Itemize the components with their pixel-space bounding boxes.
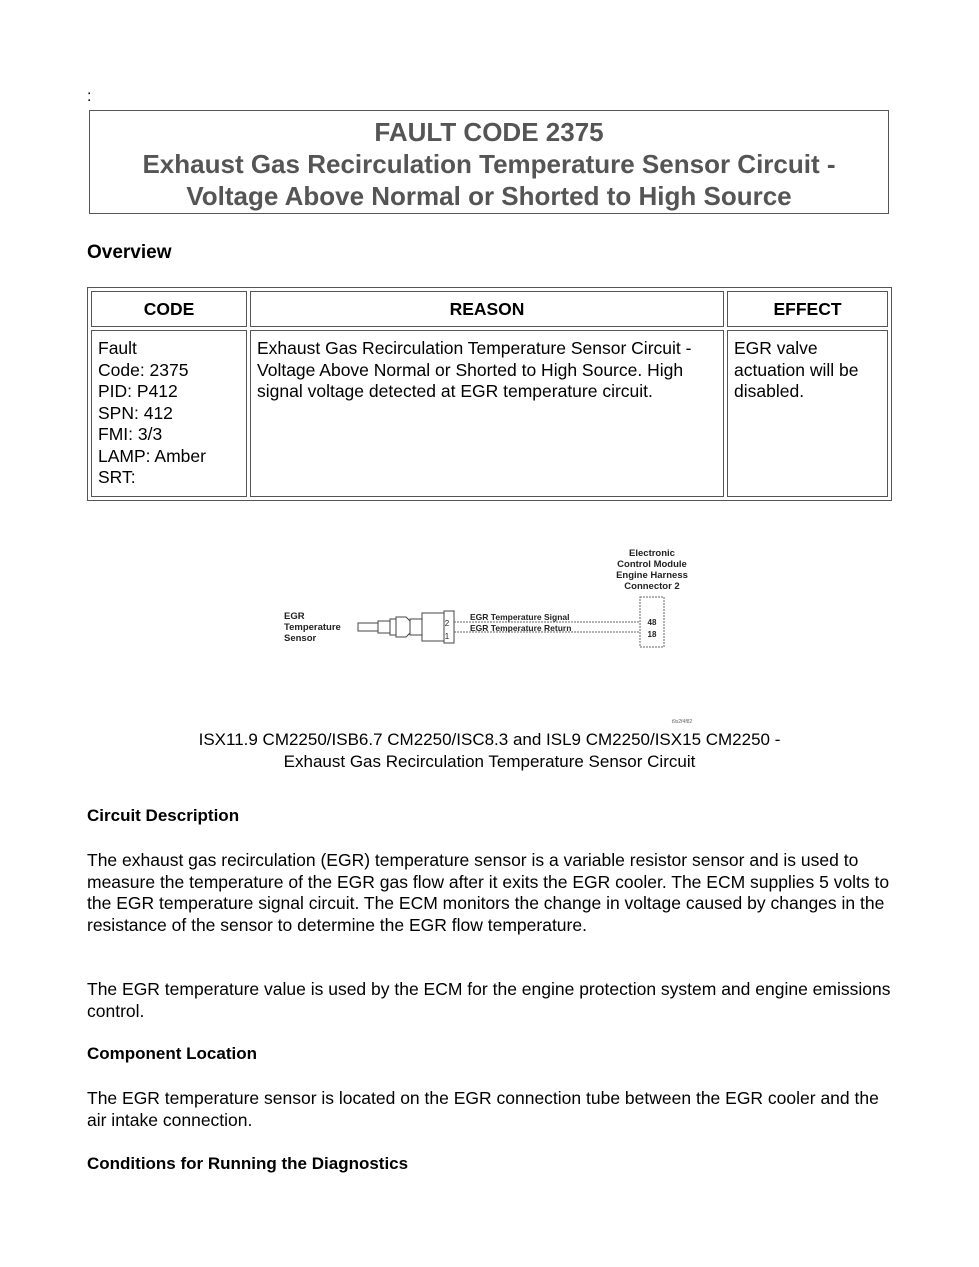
header-code: CODE bbox=[91, 291, 247, 327]
ecm-pin-label: 18 bbox=[647, 630, 657, 639]
circuit-diagram bbox=[280, 545, 700, 730]
sensor-label-line: Temperature bbox=[284, 622, 341, 633]
ecm-label-line: Connector 2 bbox=[624, 581, 680, 592]
code-line: Fault bbox=[98, 338, 137, 358]
ecm-label-line: Electronic bbox=[629, 548, 675, 559]
code-line: FMI: 3/3 bbox=[98, 424, 163, 444]
table-header-row bbox=[91, 291, 888, 327]
ecm-label-line: Engine Harness bbox=[616, 570, 688, 581]
caption-line2: Exhaust Gas Recirculation Temperature Sensor Circuit bbox=[283, 751, 696, 771]
figure-caption bbox=[87, 729, 892, 772]
code-line: LAMP: Amber bbox=[98, 445, 206, 466]
code-cell bbox=[91, 330, 247, 497]
component-location-heading: Component Location bbox=[87, 1044, 257, 1063]
code-line: SRT: bbox=[98, 467, 136, 487]
sensor-label-line: EGR bbox=[284, 611, 305, 622]
header-effect: EFFECT bbox=[727, 291, 888, 327]
conditions-heading: Conditions for Running the Diagnostics bbox=[87, 1154, 409, 1173]
circuit-description-heading: Circuit Description bbox=[87, 806, 240, 825]
ecm-label-line: Control Module bbox=[617, 559, 687, 570]
figure-id: t9s2f4f82 bbox=[671, 719, 693, 725]
header-reason: REASON bbox=[250, 291, 724, 327]
fault-code-title: FAULT CODE 2375 bbox=[374, 117, 604, 147]
circuit-description-paragraph: The exhaust gas recirculation (EGR) temperature sensor is a variable resistor sensor and is used to measure the temperature of the EGR gas flow after it exits the EGR cooler. The ECM supplies 5 volts to the EGR temperature signal circuit. The ECM monitors the change in voltage caused by changes in the resistance of the sensor to determine the EGR flow temperature. bbox=[87, 850, 890, 935]
code-line: PID: P412 bbox=[98, 381, 178, 401]
component-location-paragraph: The EGR temperature sensor is located on the EGR connection tube between the EGR cooler and the air intake connection. bbox=[87, 1088, 879, 1130]
sensor-label-line: Sensor bbox=[284, 633, 317, 644]
fault-title-line2: Voltage Above Normal or Shorted to High Source bbox=[186, 181, 792, 211]
fault-title-line1: Exhaust Gas Recirculation Temperature Sensor Circuit - bbox=[142, 149, 836, 179]
sensor-pin-label: 1 bbox=[444, 632, 450, 641]
sensor-symbol bbox=[358, 611, 454, 643]
effect-cell: EGR valve actuation will be disabled. bbox=[727, 330, 888, 497]
code-line: Code: 2375 bbox=[98, 359, 189, 380]
signal-wire-label: EGR Temperature Signal bbox=[470, 612, 570, 622]
ecm-pin-label: 48 bbox=[647, 618, 657, 627]
egr-usage-paragraph: The EGR temperature value is used by the ECM for the engine protection system and engine emissions control. bbox=[87, 979, 891, 1021]
fault-title-box bbox=[89, 110, 889, 214]
reason-cell: Exhaust Gas Recirculation Temperature Sensor Circuit - Voltage Above Normal or Shorted to High Source. High signal voltage detected at EGR temperature circuit. bbox=[250, 330, 724, 497]
fault-table bbox=[87, 287, 892, 501]
prefix-colon: : bbox=[87, 88, 92, 105]
code-line: SPN: 412 bbox=[98, 402, 173, 423]
sensor-pin-label: 2 bbox=[444, 619, 450, 628]
table-row bbox=[91, 330, 888, 497]
return-wire-label: EGR Temperature Return bbox=[470, 623, 572, 633]
overview-heading: Overview bbox=[87, 242, 172, 263]
caption-line1: ISX11.9 CM2250/ISB6.7 CM2250/ISC8.3 and ISL9 CM2250/ISX15 CM2250 - bbox=[198, 730, 781, 749]
